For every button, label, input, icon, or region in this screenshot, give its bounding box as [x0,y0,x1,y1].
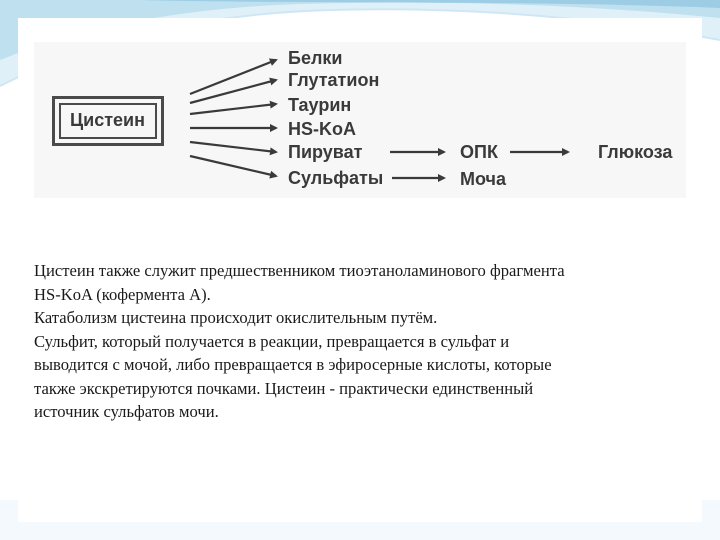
product-sulfates: Сульфаты [288,168,384,188]
cysteine-label: Цистеин [70,110,145,130]
product-taurine: Таурин [288,95,352,115]
body-line: выводится с мочой, либо превращается в эфиросерные кислоты, которые [34,355,552,374]
product-pyruvate: Пируват [288,142,363,162]
urine-label: Моча [460,169,507,189]
body-line: HS-KoA (кофермента А). [34,284,211,304]
body-line: также экскретируются почками. Цистеин - практически единственный [34,378,534,398]
glucose-label: Глюкоза [598,142,673,162]
arrow-to-proteins [190,60,276,94]
product-glutathione: Глутатион [288,70,380,90]
arrow-to-sulfates [190,156,276,176]
opk-label: ОПК [460,142,498,162]
body-line: Катаболизм цистеина происходит окислительным путём. [34,308,438,327]
body-text [34,259,694,424]
arrow-to-taurine [190,104,276,114]
body-line: источник сульфатов мочи. [34,402,219,421]
body-line: Сульфит, который получается в реакции, превращается в сульфат и [34,331,510,351]
body-line: Цистеин также служит предшественником тиоэтаноламинового фрагмента [34,261,565,280]
product-hskoa: HS-KoA [288,119,356,139]
arrow-to-glutathione [190,80,276,103]
arrow-to-pyruvate [190,142,276,152]
product-proteins: Белки [288,48,343,68]
